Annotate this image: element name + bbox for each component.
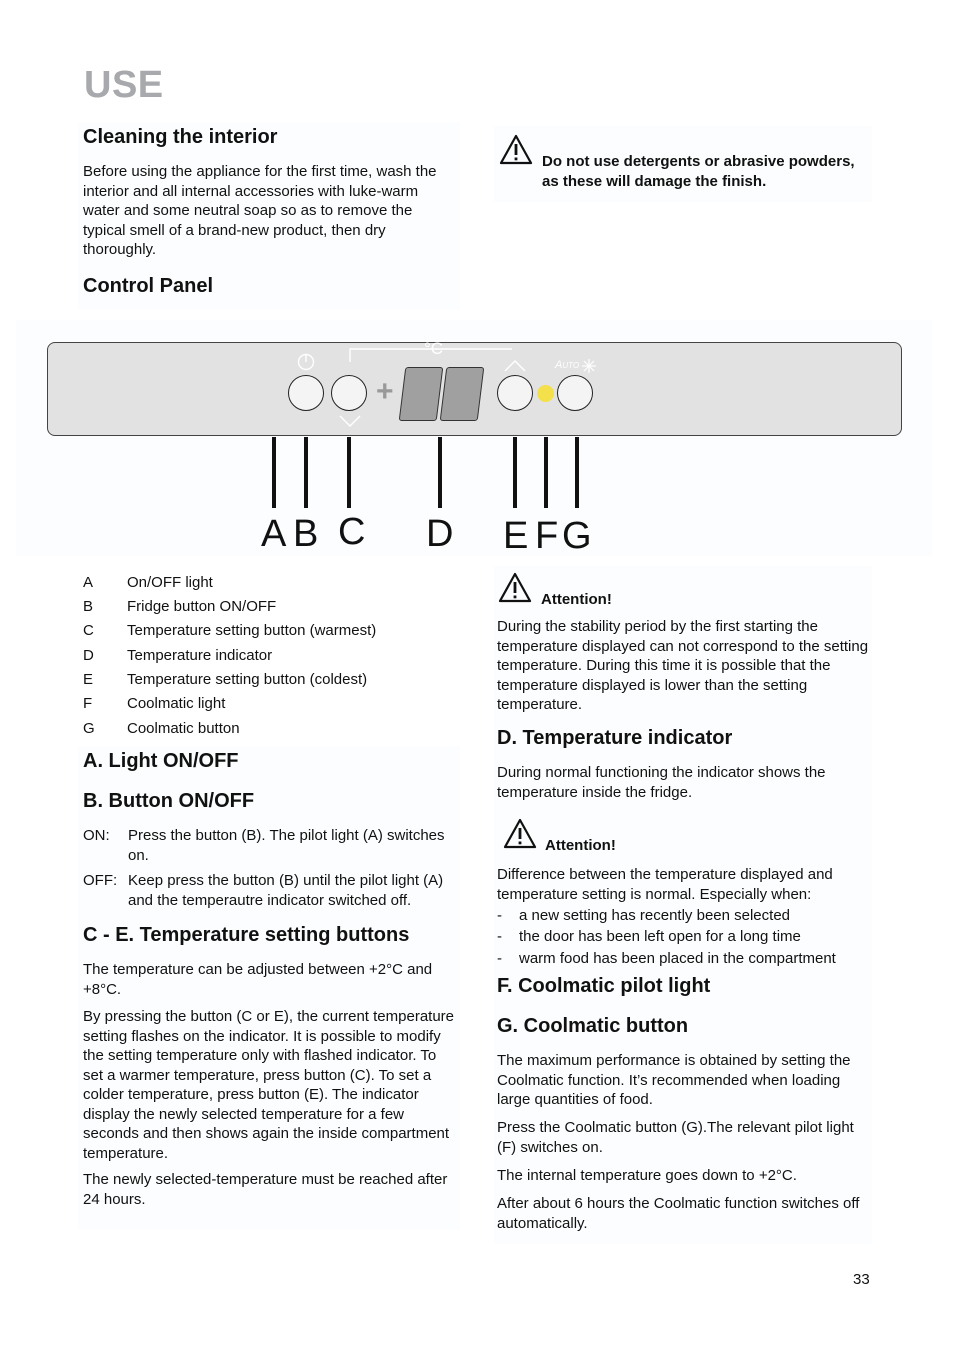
callout-letter-f: F <box>535 515 559 557</box>
cleaning-body: Before using the appliance for the first time, wash the interior and all internal accessories with luke-warm water and some neutral soap so as to remove the typical smell of a brand-new product, then dry thoroughly. <box>83 163 437 258</box>
degree-label: °C <box>424 339 444 358</box>
on-instruction: ON: Press the button (B). The pilot light (A) switches on. <box>83 827 445 864</box>
control-panel-heading: Control Panel <box>83 275 214 297</box>
coolmatic-p4: After about 6 hours the Coolmatic function switches off automatically. <box>497 1195 860 1232</box>
coolmatic-light-indicator <box>537 385 554 402</box>
callout-letter-a: A <box>261 513 287 555</box>
attention-body: Difference between the temperature displayed and temperature setting is normal. Especially when: <box>497 866 833 903</box>
plus-icon: + <box>376 375 394 408</box>
button-onoff-heading: B. Button ON/OFF <box>83 790 255 812</box>
coolmatic-button[interactable] <box>557 375 593 411</box>
page-number: 33 <box>853 1271 870 1288</box>
display-digit-2 <box>440 367 485 421</box>
off-instruction: OFF: Keep press the button (B) until the pilot light (A) and the temperautre indicator switched off. <box>83 872 444 909</box>
callout-letter-c: C <box>338 511 366 553</box>
callout-line-e <box>513 437 517 508</box>
callout-letter-b: B <box>293 513 319 555</box>
attention-body: During the stability period by the first starting the temperature displayed can not correspond to the setting temperature. During this time it is possible that the temperature displayed is lower than the setting temperature. <box>497 618 869 713</box>
attention-warning-icon <box>503 818 537 855</box>
callout-line-g <box>575 437 579 508</box>
coolmatic-p3: The internal temperature goes down to +2°C. <box>497 1167 797 1184</box>
cleaning-heading: Cleaning the interior <box>83 126 278 148</box>
page-title: USE <box>84 64 164 106</box>
temp-colder-button[interactable] <box>497 375 533 411</box>
coolmatic-p1: The maximum performance is obtained by setting the Coolmatic function. It’s recommended when loading large quantities of food. <box>497 1052 851 1108</box>
callout-letter-d: D <box>426 513 454 555</box>
callout-line-b <box>304 437 308 508</box>
callout-line-d <box>438 437 442 508</box>
callout-line-f <box>544 437 548 508</box>
attention-label: Attention! <box>541 591 612 608</box>
temp-indicator-body: During normal functioning the indicator shows the temperature inside the fridge. <box>497 764 826 801</box>
callout-line-a <box>272 437 276 508</box>
temp-buttons-p2: By pressing the button (C or E), the current temperature setting flashes on the indicator. It is possible to modify the setting temperature only with flashed indicator. To set a warmer temperature, press button (C). To set a colder temperature, press button (E). The indicator display the newly selected temperature for a few seconds and then shows again the inside compartment temperature. <box>83 1008 455 1162</box>
warning-text: Do not use detergents or abrasive powders, as these will damage the finish. <box>542 153 855 190</box>
callout-letter-g: G <box>562 515 592 557</box>
callout-line-c <box>347 437 351 508</box>
attention-warning-icon <box>498 572 532 609</box>
temp-buttons-heading: C - E. Temperature setting buttons <box>83 924 410 946</box>
auto-label: Auto <box>555 359 580 371</box>
callout-letter-e: E <box>503 515 529 557</box>
coolmatic-p2: Press the Coolmatic button (G).The relevant pilot light (F) switches on. <box>497 1119 854 1156</box>
fridge-onoff-button[interactable] <box>288 375 324 411</box>
display-digit-1 <box>399 367 444 421</box>
coolmatic-button-heading: G. Coolmatic button <box>497 1015 689 1037</box>
control-panel-diagram <box>0 0 954 560</box>
temp-buttons-p3: The newly selected-temperature must be reached after 24 hours. <box>83 1171 448 1208</box>
light-onoff-heading: A. Light ON/OFF <box>83 750 239 772</box>
temp-warmer-button[interactable] <box>331 375 367 411</box>
temp-buttons-p1: The temperature can be adjusted between +2°C and +8°C. <box>83 961 433 998</box>
attention-label: Attention! <box>545 837 616 854</box>
coolmatic-light-heading: F. Coolmatic pilot light <box>497 975 711 997</box>
temp-indicator-heading: D. Temperature indicator <box>497 727 733 749</box>
